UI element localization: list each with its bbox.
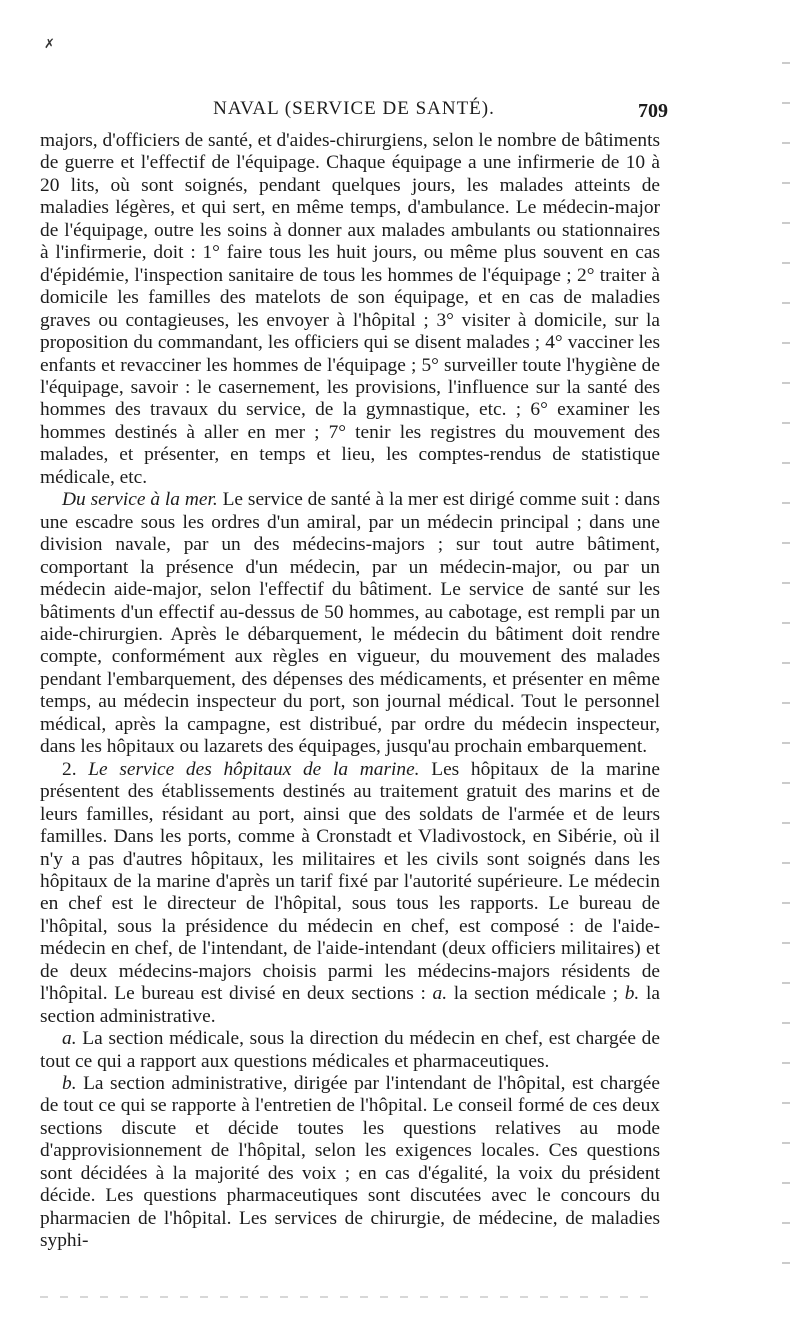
body-text <box>40 130 660 1253</box>
section-heading: Le service des hôpitaux de la marine. <box>88 758 420 780</box>
scan-edge <box>782 40 790 1290</box>
page-number: 709 <box>638 100 668 122</box>
paragraph-text: La section administrative, dirigée par l'intendant de l'hôpital, est chargée de tout ce qui se rapporte à l'entretien de l'hôpital. Le conseil formé de ces deux sections discute et décide toutes les questions relatives au mode d'approvisionnement de l'hôpital, selon les exigences locales. Ces questions sont décidées à la majorité des voix ; en cas d'égalité, la voix du président décide. Les questions pharmaceutiques sont discutées avec le concours du pharmacien de l'hôpital. Les services de chirurgie, de médecine, de maladies syphi- <box>40 1073 660 1252</box>
paragraph-text: La section médicale, sous la direction du médecin en chef, est chargée de tout ce qui a rapport aux questions médicales et pharmaceutiques. <box>40 1028 660 1072</box>
paragraph: majors, d'officiers de santé, et d'aides-chirurgiens, selon le nombre de bâtiments de guerre et l'effectif de l'équipage. Chaque équipage a une infirmerie de 10 à 20 lits, où sont soignés, pendant quelques jours, les malades atteints de maladies légères, et qui sert, en même temps, d'ambulance. Le médecin-major de l'équipage, outre les soins à donner aux malades ambulants ou stationnaires à l'infirmerie, doit : 1° faire tous les huit jours, ou même plus souvent en cas d'épidémie, l'inspection sanitaire de tous les hommes de l'équipage ; 2° traiter à domicile les familles des matelots de son équipage, et en cas de maladies graves ou contagieuses, les envoyer à l'hôpital ; 3° visiter à domicile, sur la proposition du commandant, les officiers qui se disent malades ; 4° vacciner les enfants et revacciner les hommes de l'équipage ; 5° surveiller toute l'hygiène de l'équipage, savoir : le casernement, les provisions, l'influence sur la santé des hommes des travaux du service, de la gymnastique, etc. ; 6° examiner les hommes destinés à aller en mer ; 7° tenir les registres du mouvement des malades, et présenter, en temps et lieu, les comptes-rendus de statistique médicale, etc. <box>40 130 660 488</box>
paragraph-text: Les hôpitaux de la marine présentent des établissements destinés au traitement gratuit des marins et de leurs familles, résidant au port, ainsi que des soldats de l'armée et de leurs familles. Dans les ports, comme à Cronstadt et Vladivostock, en Sibérie, où il n'y a pas d'autres hôpitaux, les militaires et les civils sont soignés dans les hôpitaux de la marine d'après un tarif fixé par l'autorité supérieure. Le médecin en chef est le directeur de l'hôpital, sous tous les rapports. Le bureau de l'hôpital, sous la présidence du médecin en chef, est composé : de l'aide-médecin en chef, de l'intendant, de l'aide-intendant (deux officiers militaires) et de deux médecins-majors choisis parmi les médecins-majors résidents de l'hôpital. Le bureau est divisé en deux sections : <box>40 758 660 1005</box>
running-title: NAVAL (SERVICE DE SANTÉ). <box>213 98 495 119</box>
list-letter: a. <box>62 1028 77 1050</box>
paragraph-text: la section médicale ; <box>453 983 619 1005</box>
paragraph <box>40 1073 660 1253</box>
paragraph <box>40 759 660 1028</box>
list-letter: b. <box>624 983 640 1005</box>
list-letter: b. <box>62 1073 77 1095</box>
page-header <box>40 98 668 128</box>
scan-bottom-rule <box>40 1296 660 1298</box>
paragraph-text: Le service de santé à la mer est dirigé comme suit : dans une escadre sous les ordres d'un amiral, par un médecin principal ; dans une division navale, par un des médecins-majors ; sur tout autre bâtiment, comportant la présence d'un médecin, par un médecin-major, ou par un médecin aide-major, selon l'effectif du bâtiment. Le service de santé sur les bâtiments d'un effectif au-dessus de 50 hommes, au cabotage, est rempli par un aide-chirurgien. Après le débarquement, le médecin du bâtiment doit rendre compte, conformément aux règles en vigueur, du mouvement des malades pendant l'embarquement, des dépenses des médicaments, et présenter en même temps, au médecin inspecteur du port, son journal médical. Tout le personnel médical, après la campagne, est distribué, par ordre du médecin inspecteur, dans les hôpitaux ou lazarets des équipages, jusqu'au prochain embarquement. <box>40 489 660 758</box>
paragraph-text: la section administrative. <box>40 983 660 1027</box>
paragraph <box>40 489 660 758</box>
section-number: 2. <box>62 758 77 780</box>
section-heading: Du service à la mer. <box>62 489 218 511</box>
margin-mark: ✗ <box>44 36 55 51</box>
list-letter: a. <box>432 983 448 1005</box>
paragraph <box>40 1028 660 1073</box>
